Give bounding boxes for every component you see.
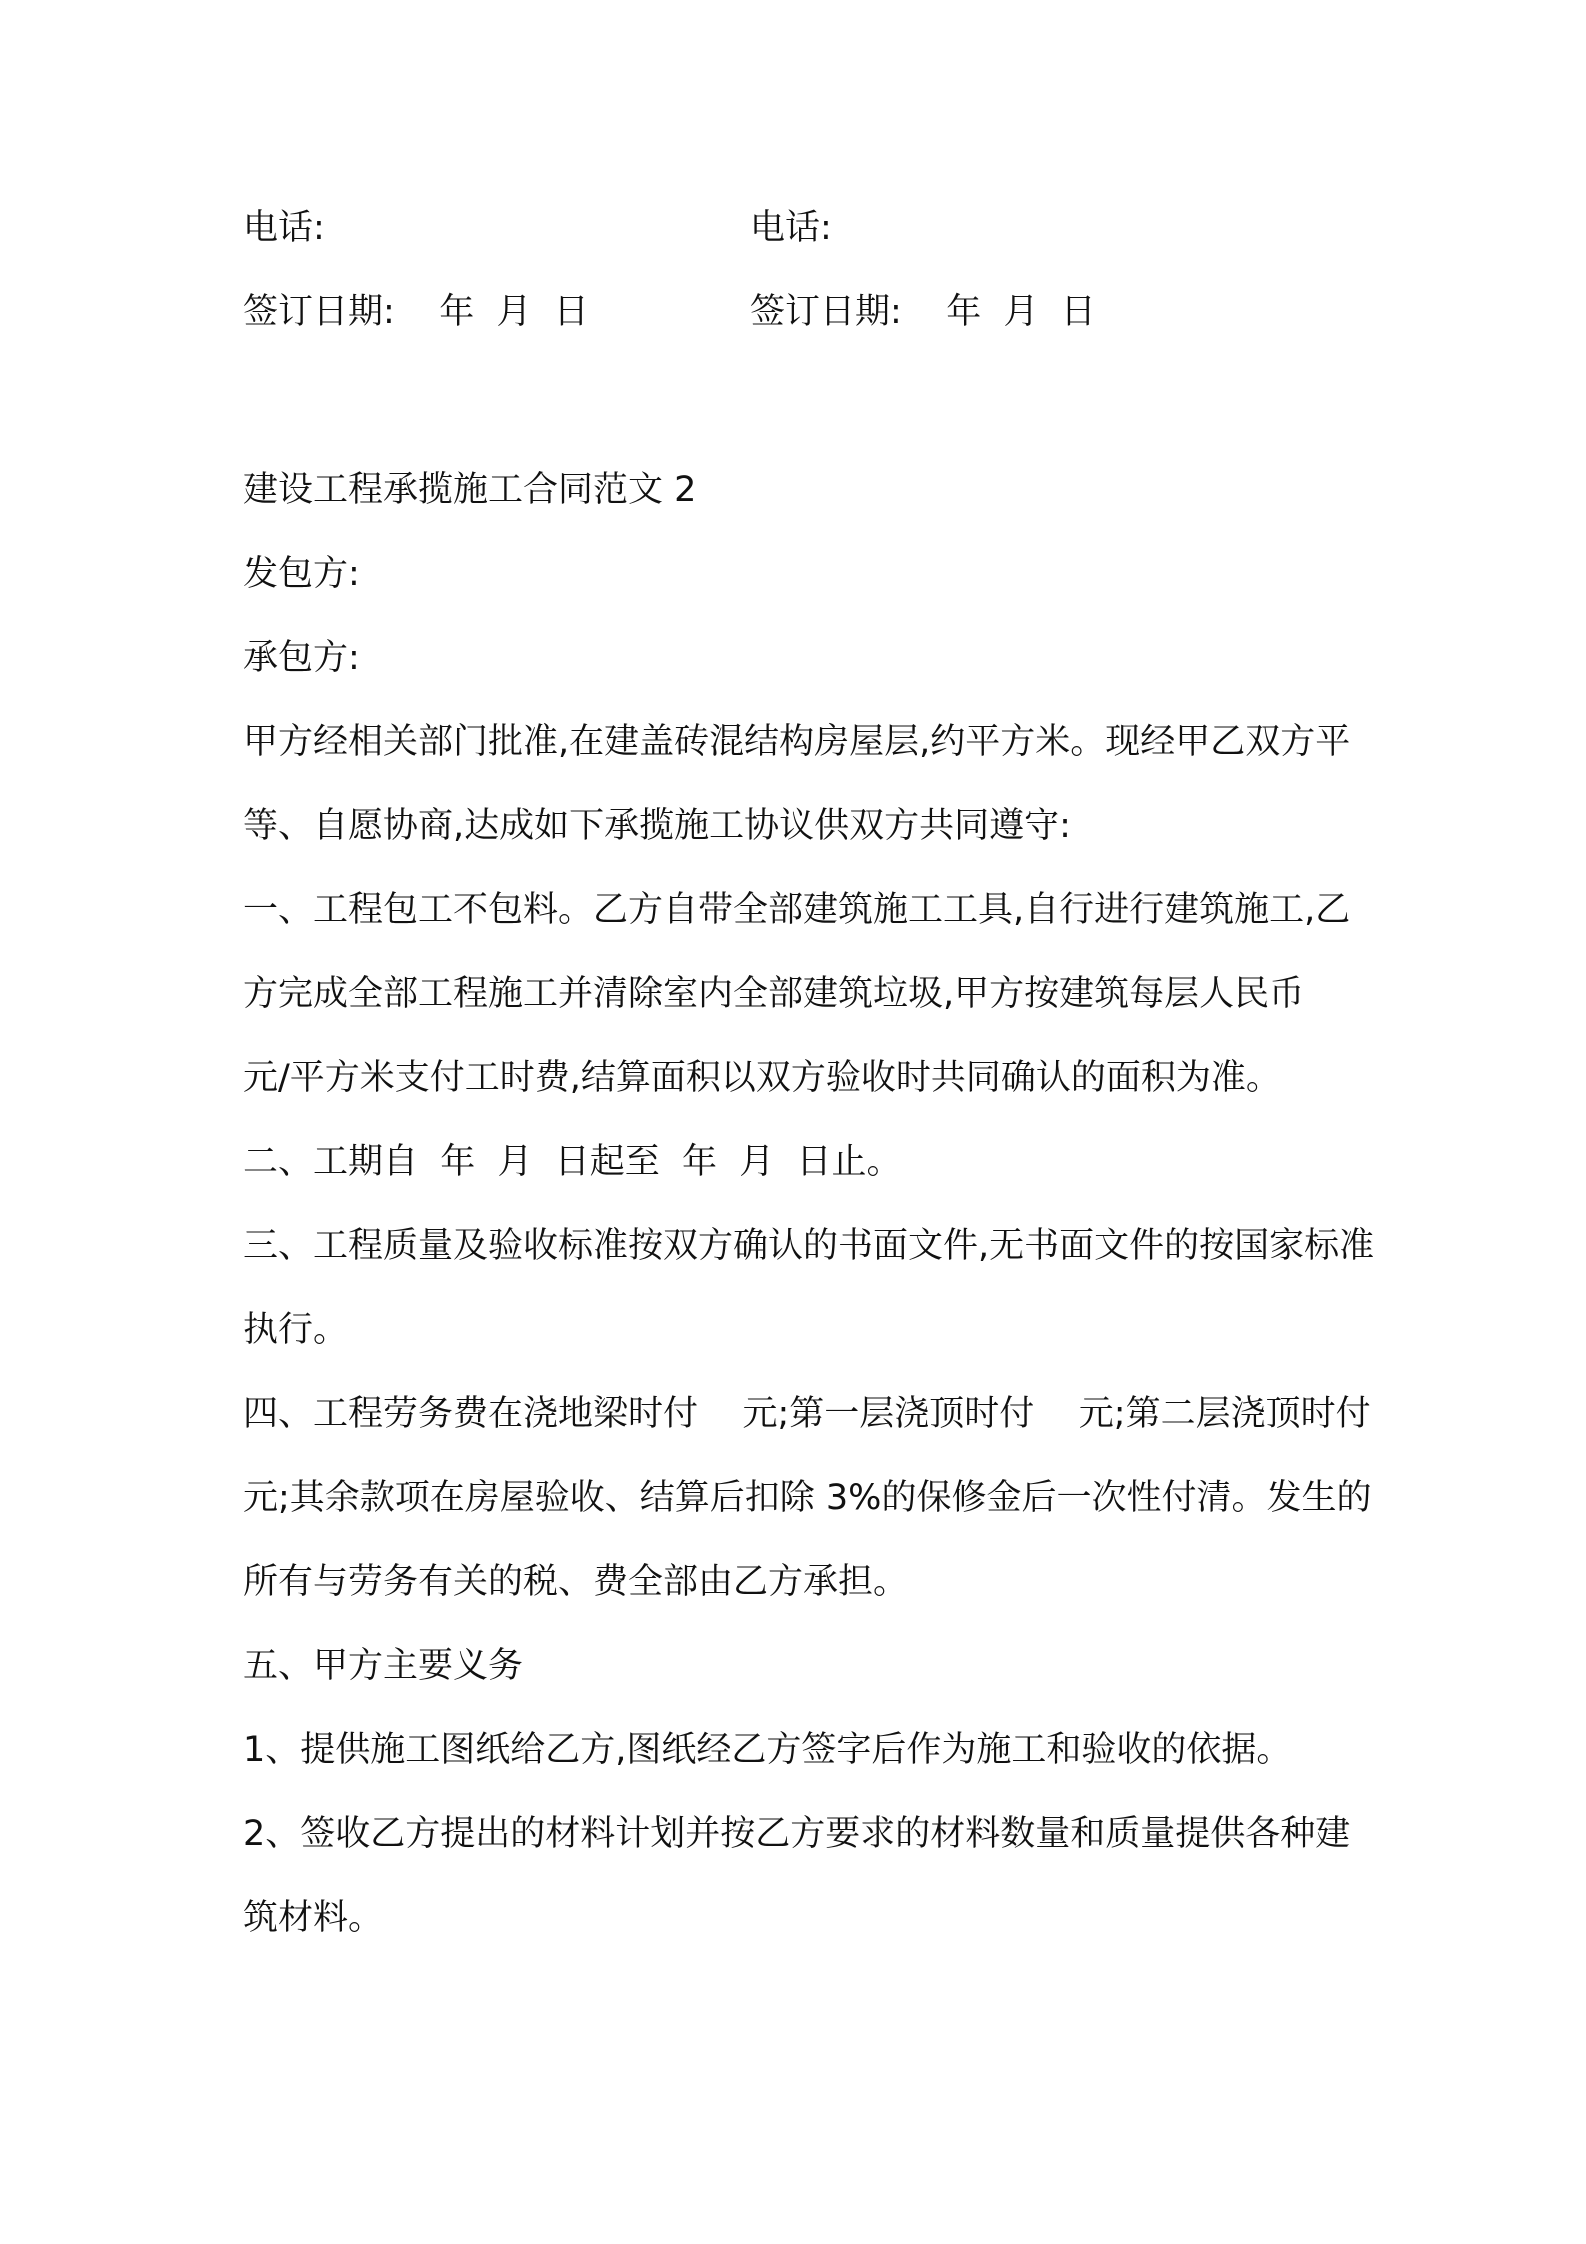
sign-date-row: [243, 282, 1363, 342]
paragraph-clause-5-heading: 五、甲方主要义务: [243, 1646, 524, 1686]
paragraph-clause-4: 四、工程劳务费在浇地梁时付 元;第一层浇顶时付 元;第二层浇顶时付 元;其余款项在房屋验收、结算后扣除 3%的保修金后一次性付清。发生的所有与劳务有关的税、费全部由乙方承担。: [243, 1394, 1416, 1602]
contract-title: 建设工程承揽施工合同范文 2: [243, 470, 697, 510]
paragraph-obligation-1: 1、提供施工图纸给乙方,图纸经乙方签字后作为施工和验收的依据。: [243, 1730, 1292, 1770]
phone-label-left: 电话:: [243, 208, 325, 248]
phone-label-right: 电话:: [750, 208, 832, 248]
contractor-line: 承包方:: [243, 638, 360, 678]
paragraph-intro: 甲方经相关部门批准,在建盖砖混结构房屋层,约平方米。现经甲乙双方平等、自愿协商,达成如下承揽施工协议供双方共同遵守:: [243, 722, 1351, 846]
contract-body: [243, 448, 1416, 1960]
phone-row: [243, 198, 1363, 258]
paragraph-clause-3: 三、工程质量及验收标准按双方确认的书面文件,无书面文件的按国家标准执行。: [243, 1226, 1375, 1350]
paragraph-obligation-2: 2、签收乙方提出的材料计划并按乙方要求的材料数量和质量提供各种建筑材料。: [243, 1814, 1351, 1938]
sign-date-right: 签订日期: 年 月 日: [750, 292, 1096, 332]
paragraph-clause-2: 二、工期自 年 月 日起至 年 月 日止。: [243, 1142, 902, 1182]
sign-date-left: 签订日期: 年 月 日: [243, 292, 589, 332]
employer-line: 发包方:: [243, 554, 360, 594]
paragraph-clause-1: 一、工程包工不包料。乙方自带全部建筑施工工具,自行进行建筑施工,乙方完成全部工程施工并清除室内全部建筑垃圾,甲方按建筑每层人民币 元/平方米支付工时费,结算面积以双方验收时共同确认的面积为准。: [243, 890, 1351, 1098]
